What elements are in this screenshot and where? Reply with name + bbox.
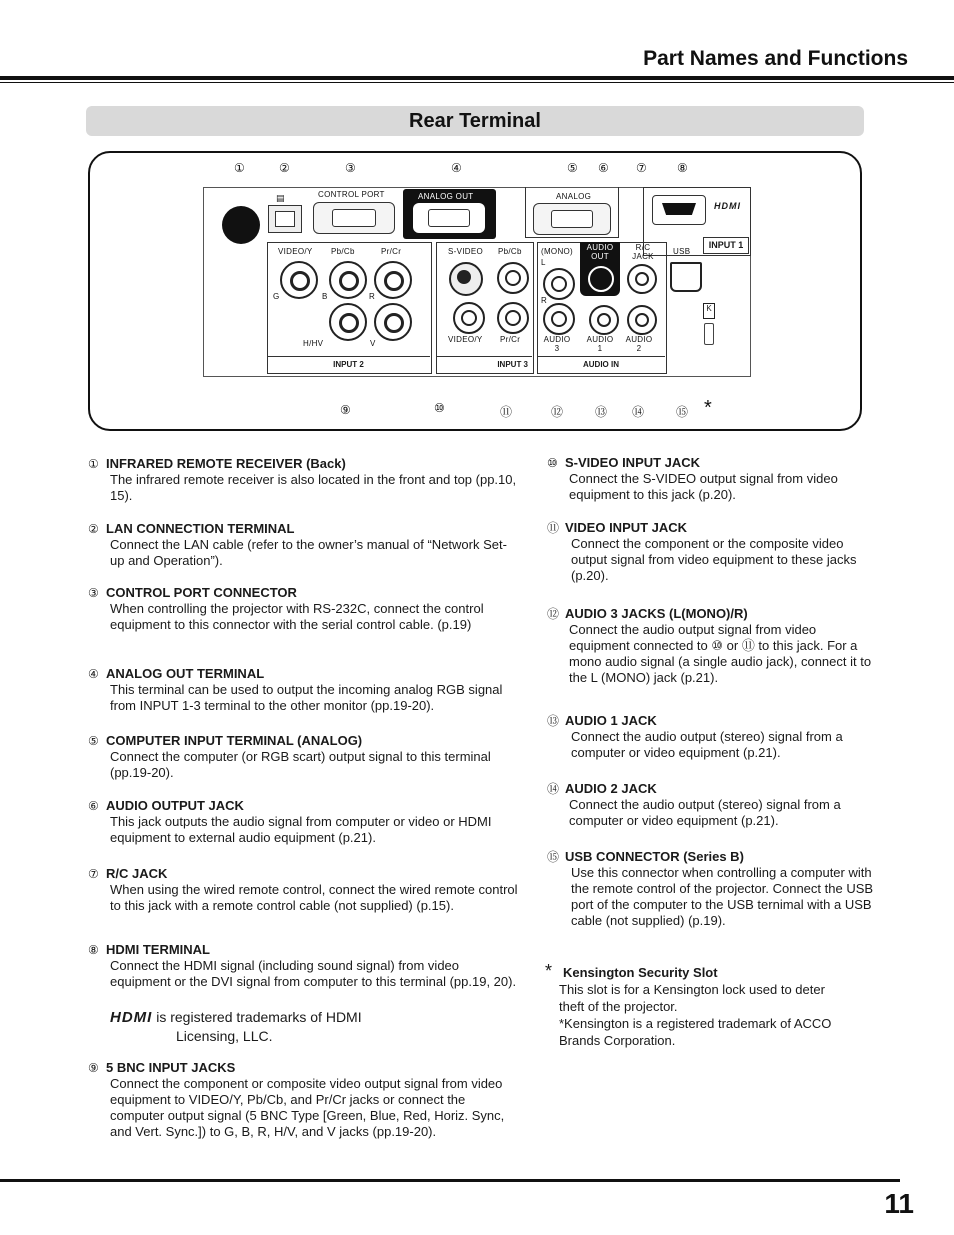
bnc-jack-b [329, 261, 367, 299]
callout-11: ⑪ [500, 405, 513, 419]
item-analog-out: ④ ANALOG OUT TERMINAL This terminal can be used to output the incoming analog RGB signal from INPUT 1-3 terminal to the other monitor (pp.19-20). [88, 666, 503, 713]
audio2-label: AUDIO 2 [625, 335, 653, 353]
callout-10: ⑩ [434, 401, 445, 415]
callout-7: ⑦ [636, 161, 647, 175]
bnc-pb-cb-label: Pb/Cb [331, 247, 355, 256]
audio3-r-jack [543, 303, 575, 335]
bnc-v-label: V [370, 339, 376, 348]
analog-out-label: ANALOG OUT [418, 192, 474, 201]
callout-9: ⑨ [340, 403, 351, 417]
pb-cb-jack [497, 262, 529, 294]
item-rc-jack: ⑦ R/C JACK When using the wired remote control, connect the wired remote control to this jack with a remote control cable (not supplied) (p.15). [88, 866, 518, 913]
svideo-label: S-VIDEO [448, 247, 483, 256]
bnc-r-label: R [369, 292, 376, 301]
audio-out-label: AUDIO OUT [586, 243, 614, 261]
bnc-video-y-label: VIDEO/Y [278, 247, 313, 256]
rc-jack-label: R/C JACK [632, 243, 654, 261]
callout-14: ⑭ [632, 405, 645, 419]
header-rule-thin [0, 82, 954, 83]
audio3-l-label: L [541, 258, 546, 267]
audio2-jack [627, 305, 657, 335]
bnc-g-label: G [273, 292, 280, 301]
header-rule [0, 76, 954, 80]
footer-rule [0, 1179, 900, 1182]
video-y-jack [453, 302, 485, 334]
section-title: Rear Terminal [409, 109, 541, 132]
callout-13: ⑬ [595, 405, 608, 419]
input1-label: INPUT 1 [703, 237, 749, 254]
bnc-jack-hhv [329, 303, 367, 341]
control-port-label: CONTROL PORT [318, 190, 385, 199]
callout-8: ⑧ [677, 161, 688, 175]
pr-cr-jack [497, 302, 529, 334]
kensington-icon: K [703, 303, 715, 319]
item-hdmi: ⑧ HDMI TERMINAL Connect the HDMI signal (including sound signal) from video equipment or the DVI signal from computer to this terminal (pp.19, 20). [88, 942, 517, 989]
item-usb: ⑮ USB CONNECTOR (Series B) Use this connector when controlling a computer with the remote control of the projector. Connect the USB port of the computer to the USB ternimal with a USB cable (not supplied) (p.19). [547, 849, 874, 928]
audio3-l-jack [543, 268, 575, 300]
input3-pb-cb-label: Pb/Cb [498, 247, 522, 256]
control-port-connector [313, 202, 395, 234]
analog-label: ANALOG [556, 192, 592, 201]
audio3-label: AUDIO 3 [543, 335, 571, 353]
infrared-receiver [222, 206, 260, 244]
bnc-jack-g [280, 261, 318, 299]
bnc-hhv-label: H/HV [303, 339, 324, 348]
item-infrared-receiver: ① INFRARED REMOTE RECEIVER (Back) The infrared remote receiver is also located in the front and top (pp.10, 15). [88, 456, 517, 503]
audio1-jack [589, 305, 619, 335]
hdmi-trademark-note: HDMI is registered trademarks of HDMI Licensing, LLC. [110, 1009, 362, 1044]
callout-15: ⑮ [676, 405, 689, 419]
input3-pr-cr-label: Pr/Cr [500, 335, 521, 344]
usb-port [670, 262, 702, 292]
lan-icon: ▤ [276, 193, 285, 203]
lan-port [268, 205, 302, 233]
analog-connector [533, 203, 611, 235]
callout-3: ③ [345, 161, 356, 175]
bnc-jack-r [374, 261, 412, 299]
item-audio-output: ⑥ AUDIO OUTPUT JACK This jack outputs the audio signal from computer or video or HDMI equipment to external audio equipment (p.21). [88, 798, 492, 845]
item-video-input: ⑪ VIDEO INPUT JACK Connect the component or the composite video output signal from video equipment to these jacks (p.20). [547, 520, 857, 583]
rc-jack [627, 264, 657, 294]
callout-1: ① [234, 161, 245, 175]
callout-5: ⑤ [567, 161, 578, 175]
svideo-jack [449, 262, 483, 296]
audio3-r-label: R [541, 296, 548, 305]
hdmi-logo: HDMI [110, 1009, 153, 1026]
hdmi-port [652, 195, 706, 225]
callout-6: ⑥ [598, 161, 609, 175]
hdmi-label: HDMI [714, 201, 741, 211]
page-header-title: Part Names and Functions [643, 47, 908, 70]
callout-12: ⑫ [551, 405, 564, 419]
bnc-b-label: B [322, 292, 328, 301]
audio-out-jack [588, 266, 614, 292]
analog-out-connector [413, 203, 485, 233]
callout-4: ④ [451, 161, 462, 175]
item-control-port: ③ CONTROL PORT CONNECTOR When controlling the projector with RS-232C, connect the control equipment to this connector with the serial control cable. (p.19) [88, 585, 484, 632]
section-bar [86, 106, 864, 136]
item-audio1: ⑬ AUDIO 1 JACK Connect the audio output (stereo) signal from a computer or video equipment (p.21). [547, 713, 843, 760]
page-number: 11 [884, 1188, 914, 1219]
bnc-pr-cr-label: Pr/Cr [381, 247, 402, 256]
kensington-slot [704, 323, 714, 345]
item-svideo: ⑩ S-VIDEO INPUT JACK Connect the S-VIDEO output signal from video equipment to this jack (p.20). [547, 455, 838, 502]
item-lan: ② LAN CONNECTION TERMINAL Connect the LAN cable (refer to the owner’s manual of “Network Set-up and Operation”). [88, 521, 507, 568]
callout-kensington: * [704, 397, 712, 419]
item-bnc-input: ⑨ 5 BNC INPUT JACKS Connect the component or composite video output signal from video equipment to VIDEO/Y, Pb/Cb, and Pr/Cr jacks or connect the computer output signal (5 BNC Type [Green, Blue, Red, Horiz. Sync, and Vert. Sync.]) to G, B, R, H/V, and V jacks (pp.19-20). [88, 1060, 505, 1139]
item-audio3: ⑫ AUDIO 3 JACKS (L(MONO)/R) Connect the audio output signal from video equipment connected to ⑩ or ⑪ to this jack. For a mono audio signal (a single audio jack), connect it to the L (MONO) jack (p.21). [547, 606, 872, 685]
input2-label: INPUT 2 [267, 356, 430, 372]
bnc-jack-v [374, 303, 412, 341]
usb-label: USB [673, 247, 691, 256]
item-kensington: * Kensington Security Slot This slot is for a Kensington lock used to deter theft of the projector. *Kensington is a registered trademark of ACCO Brands Corporation. [545, 961, 832, 1048]
input3-video-y-label: VIDEO/Y [448, 335, 483, 344]
audio-in-label: AUDIO IN [537, 356, 665, 372]
audio1-label: AUDIO 1 [586, 335, 614, 353]
mono-label: (MONO) [541, 247, 574, 256]
item-computer-input: ⑤ COMPUTER INPUT TERMINAL (ANALOG) Connect the computer (or RGB scart) output signal to this terminal (pp.19-20). [88, 733, 491, 780]
callout-2: ② [279, 161, 290, 175]
item-audio2: ⑭ AUDIO 2 JACK Connect the audio output (stereo) signal from a computer or video equipment (p.21). [547, 781, 841, 828]
input3-label: INPUT 3 [436, 356, 532, 371]
